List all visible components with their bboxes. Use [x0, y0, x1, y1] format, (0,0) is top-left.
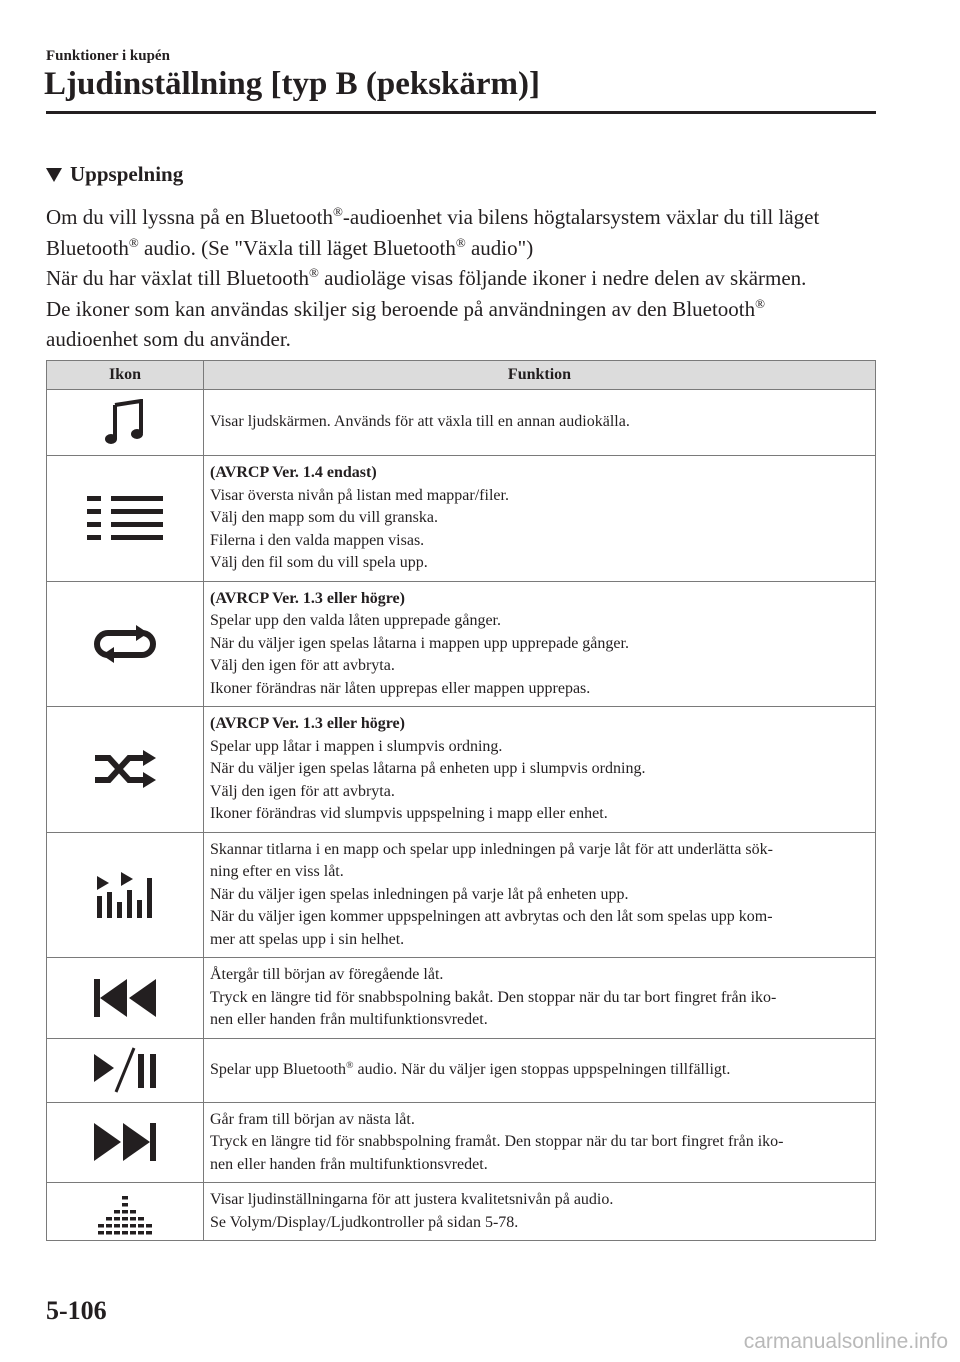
- page-number: 5-106: [46, 1296, 107, 1325]
- text-segment: Spelar upp låtar i mappen i slumpvis ordning.: [210, 737, 503, 755]
- text-segment: Spelar upp den valda låten upprepade gånger.: [210, 612, 501, 629]
- intro-line: [46, 233, 880, 264]
- description-line: [210, 507, 867, 530]
- text-segment: mer att spelas upp i sin helhet.: [210, 930, 405, 948]
- description-line: [210, 1059, 867, 1082]
- text-segment: Om du vill lyssna på en Bluetooth: [46, 205, 333, 229]
- icon-cell: [47, 581, 204, 707]
- table-header-row: [47, 361, 876, 390]
- text-segment: Visar översta nivån på listan med mappar/filer.: [210, 486, 509, 504]
- registered-mark: ®: [128, 234, 139, 250]
- title-rule: [46, 111, 876, 114]
- header-icon: Ikon: [47, 361, 204, 390]
- icon-cell: [47, 1102, 204, 1183]
- table-row: [47, 1102, 876, 1183]
- text-segment: ning efter en viss låt.: [210, 863, 344, 880]
- registered-mark: ®: [332, 204, 343, 220]
- text-segment: audioenhet som du använder.: [46, 327, 291, 351]
- text-segment: Välj den mapp som du vill granska.: [210, 509, 438, 526]
- text-segment: audio"): [465, 235, 534, 260]
- description-line: [210, 803, 867, 826]
- text-segment: När du har växlat till Bluetooth: [46, 266, 310, 290]
- description-line: [210, 781, 867, 804]
- intro-line: [46, 324, 880, 355]
- table-row: [47, 581, 876, 707]
- text-segment: Välj den igen för att avbryta.: [210, 657, 395, 674]
- play-pause-icon: [47, 1046, 203, 1094]
- function-cell: [204, 707, 876, 833]
- repeat-icon: [47, 623, 203, 665]
- description-line: [210, 655, 867, 678]
- table-row: [47, 958, 876, 1039]
- description-line: [210, 633, 867, 656]
- description-line: [210, 1189, 867, 1212]
- intro-paragraph: [46, 202, 880, 355]
- function-cell: [204, 390, 876, 456]
- description-line: [210, 678, 867, 701]
- text-segment: Visar ljudinställningarna för att justera kvalitetsnivån på audio.: [210, 1191, 614, 1208]
- description-line: [210, 1212, 867, 1235]
- text-segment: Spelar upp Bluetooth: [210, 1060, 346, 1078]
- music-note-icon: [47, 399, 203, 447]
- table-row: [47, 456, 876, 582]
- text-segment: Återgår till början av föregående låt.: [210, 966, 444, 983]
- text-segment: Välj den igen för att avbryta.: [210, 782, 395, 800]
- function-cell: [204, 832, 876, 958]
- function-cell: [204, 1102, 876, 1183]
- icon-cell: [47, 390, 204, 456]
- description-line: [210, 964, 867, 987]
- description-line: [210, 758, 867, 781]
- text-segment: Välj den fil som du vill spela upp.: [210, 554, 428, 571]
- description-line: [210, 861, 867, 884]
- icon-function-table: [46, 360, 876, 1241]
- text-segment: Skannar titlarna i en mapp och spelar upp inledningen på varje låt för att underlätta sök-: [210, 840, 773, 858]
- text-segment: Visar ljudskärmen. Används för att växla till en annan audiokälla.: [210, 413, 630, 431]
- triangle-bullet-icon: [46, 168, 62, 182]
- avrcp-note: (AVRCP Ver. 1.3 eller högre): [210, 589, 405, 607]
- text-segment: Tryck en längre tid för snabbspolning framåt. Den stoppar när du tar bort fingret från iko-: [210, 1133, 784, 1150]
- registered-mark: ®: [455, 234, 466, 250]
- avrcp-note: (AVRCP Ver. 1.3 eller högre): [210, 715, 405, 732]
- description-line: [210, 987, 867, 1010]
- text-segment: När du väljer igen kommer uppspelningen att avbrytas och den låt som spelas upp kom-: [210, 908, 773, 925]
- text-segment: -audioenhet via bilens högtalarsystem växlar du till läget: [342, 205, 820, 229]
- description-line: [210, 1109, 867, 1132]
- description-line: [210, 1154, 867, 1177]
- intro-line: [46, 202, 880, 233]
- icon-cell: [47, 832, 204, 958]
- avrcp-note: (AVRCP Ver. 1.4 endast): [210, 464, 377, 481]
- page-title: Ljudinställning [typ B (pekskärm)]: [44, 66, 541, 102]
- icon-cell: [47, 707, 204, 833]
- list-icon: [47, 496, 203, 540]
- icon-cell: [47, 1038, 204, 1102]
- description-line: [210, 884, 867, 907]
- icon-cell: [47, 456, 204, 582]
- description-line: [210, 906, 867, 929]
- intro-line: [46, 294, 880, 325]
- intro-line: [46, 263, 880, 294]
- description-line: [210, 530, 867, 553]
- text-segment: audio. (Se "Växla till läget Bluetooth: [138, 235, 456, 260]
- description-line: [210, 1131, 867, 1154]
- description-line: [210, 736, 867, 759]
- text-segment: Se Volym/Display/Ljudkontroller på sidan 5-78.: [210, 1213, 519, 1231]
- function-cell: [204, 1183, 876, 1241]
- next-track-icon: [47, 1123, 203, 1161]
- icon-cell: [47, 1183, 204, 1241]
- description-line: [210, 552, 867, 575]
- scan-icon: [47, 872, 203, 918]
- text-segment: Går fram till början av nästa låt.: [210, 1110, 415, 1128]
- section-heading-text: Uppspelning: [70, 162, 184, 186]
- text-segment: Ikoner förändras vid slumpvis uppspelning i mapp eller enhet.: [210, 805, 608, 822]
- function-cell: [204, 456, 876, 582]
- text-segment: Ikoner förändras när låten upprepas eller mappen upprepas.: [210, 679, 591, 697]
- table-row: [47, 390, 876, 456]
- section-heading: [46, 162, 183, 187]
- function-cell: [204, 958, 876, 1039]
- function-cell: [204, 1038, 876, 1102]
- previous-track-icon: [47, 979, 203, 1017]
- text-segment: Bluetooth: [46, 235, 129, 260]
- equalizer-icon: [47, 1189, 203, 1235]
- registered-mark: ®: [309, 265, 319, 281]
- table-row: [47, 1183, 876, 1241]
- text-segment: audio. När du väljer igen stoppas uppspelningen tillfälligt.: [353, 1060, 731, 1078]
- registered-mark: ®: [755, 295, 766, 311]
- text-segment: När du väljer igen spelas låtarna i mappen upp upprepade gånger.: [210, 634, 629, 652]
- text-segment: audioläge visas följande ikoner i nedre delen av skärmen.: [318, 266, 807, 290]
- text-segment: När du väljer igen spelas låtarna på enheten upp i slumpvis ordning.: [210, 760, 646, 777]
- description-line: [210, 929, 867, 952]
- description-line: [210, 411, 867, 434]
- shuffle-icon: [47, 748, 203, 790]
- text-segment: Filerna i den valda mappen visas.: [210, 531, 425, 549]
- registered-mark: ®: [345, 1059, 354, 1071]
- chapter-label: Funktioner i kupén: [46, 48, 170, 64]
- text-segment: Tryck en längre tid för snabbspolning bakåt. Den stoppar när du tar bort fingret från iko-: [210, 988, 777, 1006]
- description-line: [210, 1009, 867, 1032]
- icon-cell: [47, 958, 204, 1039]
- header-function: Funktion: [204, 361, 876, 390]
- text-segment: nen eller handen från multifunktionsvredet.: [210, 1155, 488, 1173]
- table-row: [47, 1038, 876, 1102]
- description-line: [210, 839, 867, 862]
- description-line: [210, 485, 867, 508]
- function-cell: [204, 581, 876, 707]
- text-segment: När du väljer igen spelas inledningen på varje låt på enheten upp.: [210, 885, 629, 903]
- table-row: [47, 832, 876, 958]
- watermark: carmanualsonline.info: [743, 1330, 948, 1353]
- description-line: [210, 610, 867, 633]
- text-segment: nen eller handen från multifunktionsvredet.: [210, 1011, 488, 1028]
- text-segment: De ikoner som kan användas skiljer sig beroende på användningen av den Bluetooth: [46, 296, 756, 321]
- table-row: [47, 707, 876, 833]
